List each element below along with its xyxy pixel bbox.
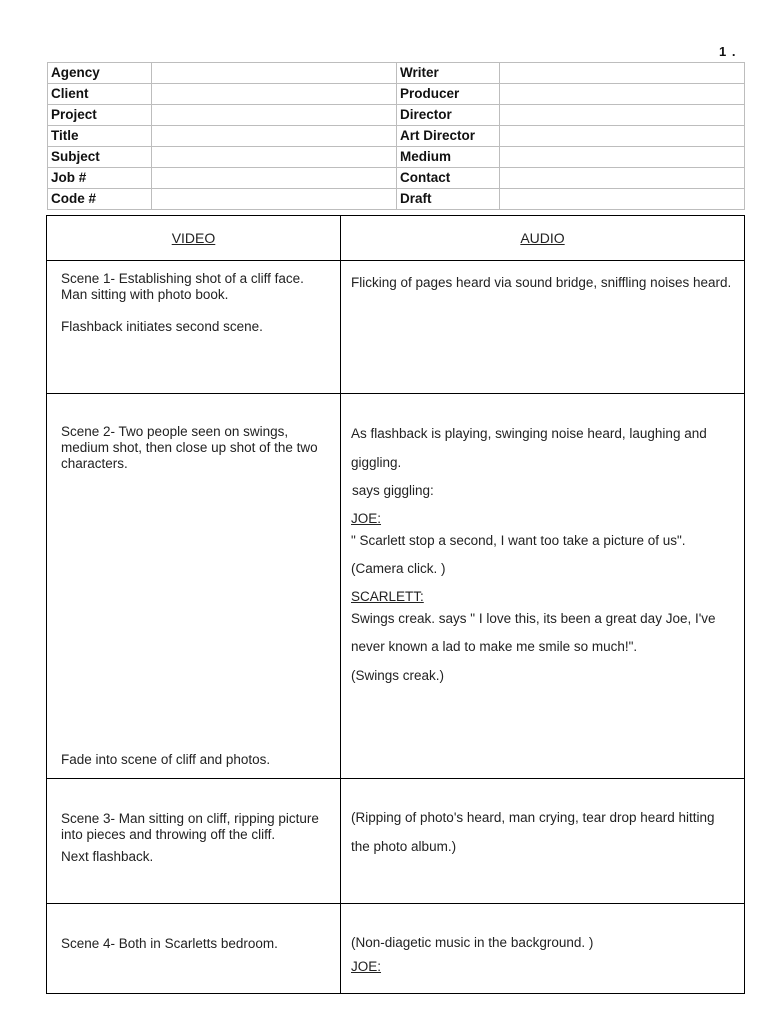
meta-label: Contact bbox=[397, 168, 500, 189]
script-header-row bbox=[47, 216, 745, 261]
meta-value[interactable] bbox=[500, 147, 745, 168]
audio-text: (Camera click. ) bbox=[351, 561, 446, 576]
meta-label: Writer bbox=[397, 63, 500, 84]
scene-row-1 bbox=[47, 261, 745, 394]
dialogue-text: Swings creak. says " I love this, its been a great day Joe, I've never known a lad to make me smile so much!". bbox=[351, 610, 716, 654]
meta-label: Project bbox=[48, 105, 152, 126]
meta-row-project bbox=[48, 105, 745, 126]
character-name: JOE: bbox=[351, 510, 382, 526]
meta-value[interactable] bbox=[500, 168, 745, 189]
page-number: 1 . bbox=[719, 44, 737, 59]
meta-value[interactable] bbox=[152, 189, 397, 210]
video-transition: Flashback initiates second scene. bbox=[61, 319, 263, 334]
meta-value[interactable] bbox=[500, 63, 745, 84]
meta-row-code bbox=[48, 189, 745, 210]
audio-cell bbox=[341, 779, 745, 904]
meta-label: Title bbox=[48, 126, 152, 147]
meta-label: Art Director bbox=[397, 126, 500, 147]
meta-row-client bbox=[48, 84, 745, 105]
meta-label: Subject bbox=[48, 147, 152, 168]
scene-row-3 bbox=[47, 779, 745, 904]
audio-text: As flashback is playing, swinging noise heard, laughing and giggling. bbox=[351, 426, 707, 470]
character-name: JOE: bbox=[351, 958, 382, 974]
meta-row-agency bbox=[48, 63, 745, 84]
meta-row-subject bbox=[48, 147, 745, 168]
video-transition: Fade into scene of cliff and photos. bbox=[61, 752, 271, 767]
meta-label: Job # bbox=[48, 168, 152, 189]
audio-text: says giggling: bbox=[352, 483, 434, 498]
audio-text: (Ripping of photo's heard, man crying, tear drop heard hitting the photo album.) bbox=[351, 810, 715, 854]
video-text: Scene 4- Both in Scarletts bedroom. bbox=[61, 936, 278, 951]
video-text: Scene 3- Man sitting on cliff, ripping picture into pieces and throwing off the cliff. bbox=[61, 811, 319, 842]
meta-label: Director bbox=[397, 105, 500, 126]
audio-text: (Swings creak.) bbox=[351, 667, 445, 683]
meta-label: Code # bbox=[48, 189, 152, 210]
video-header: VIDEO bbox=[171, 230, 216, 246]
video-cell bbox=[47, 904, 341, 994]
audio-text: Flicking of pages heard via sound bridge, sniffling noises heard. bbox=[351, 275, 732, 290]
audio-cell bbox=[341, 394, 745, 779]
scene-row-2 bbox=[47, 394, 745, 779]
meta-label: Agency bbox=[48, 63, 152, 84]
meta-value[interactable] bbox=[152, 63, 397, 84]
meta-row-title bbox=[48, 126, 745, 147]
meta-label: Client bbox=[48, 84, 152, 105]
video-cell bbox=[47, 394, 341, 779]
video-cell bbox=[47, 779, 341, 904]
meta-row-job bbox=[48, 168, 745, 189]
meta-value[interactable] bbox=[152, 147, 397, 168]
video-text: Scene 2- Two people seen on swings, medium shot, then close up shot of the two characters. bbox=[61, 424, 318, 471]
audio-text: (Non-diagetic music in the background. ) bbox=[351, 935, 594, 950]
meta-value[interactable] bbox=[152, 126, 397, 147]
audio-header: AUDIO bbox=[520, 230, 565, 246]
meta-label: Draft bbox=[397, 189, 500, 210]
meta-value[interactable] bbox=[500, 126, 745, 147]
production-info-table bbox=[47, 62, 745, 210]
meta-label: Producer bbox=[397, 84, 500, 105]
scene-row-4 bbox=[47, 904, 745, 994]
video-transition: Next flashback. bbox=[61, 849, 154, 864]
video-header-cell bbox=[47, 216, 341, 261]
meta-value[interactable] bbox=[500, 105, 745, 126]
script-table bbox=[46, 215, 745, 994]
dialogue-text: " Scarlett stop a second, I want too take a picture of us". bbox=[351, 532, 686, 548]
meta-value[interactable] bbox=[152, 84, 397, 105]
meta-value[interactable] bbox=[500, 84, 745, 105]
audio-cell bbox=[341, 261, 745, 394]
video-text: Scene 1- Establishing shot of a cliff face. Man sitting with photo book. bbox=[61, 271, 304, 302]
meta-value[interactable] bbox=[500, 189, 745, 210]
audio-header-cell bbox=[341, 216, 745, 261]
meta-value[interactable] bbox=[152, 168, 397, 189]
character-name: SCARLETT: bbox=[351, 588, 424, 604]
audio-cell bbox=[341, 904, 745, 994]
video-cell bbox=[47, 261, 341, 394]
meta-value[interactable] bbox=[152, 105, 397, 126]
meta-label: Medium bbox=[397, 147, 500, 168]
